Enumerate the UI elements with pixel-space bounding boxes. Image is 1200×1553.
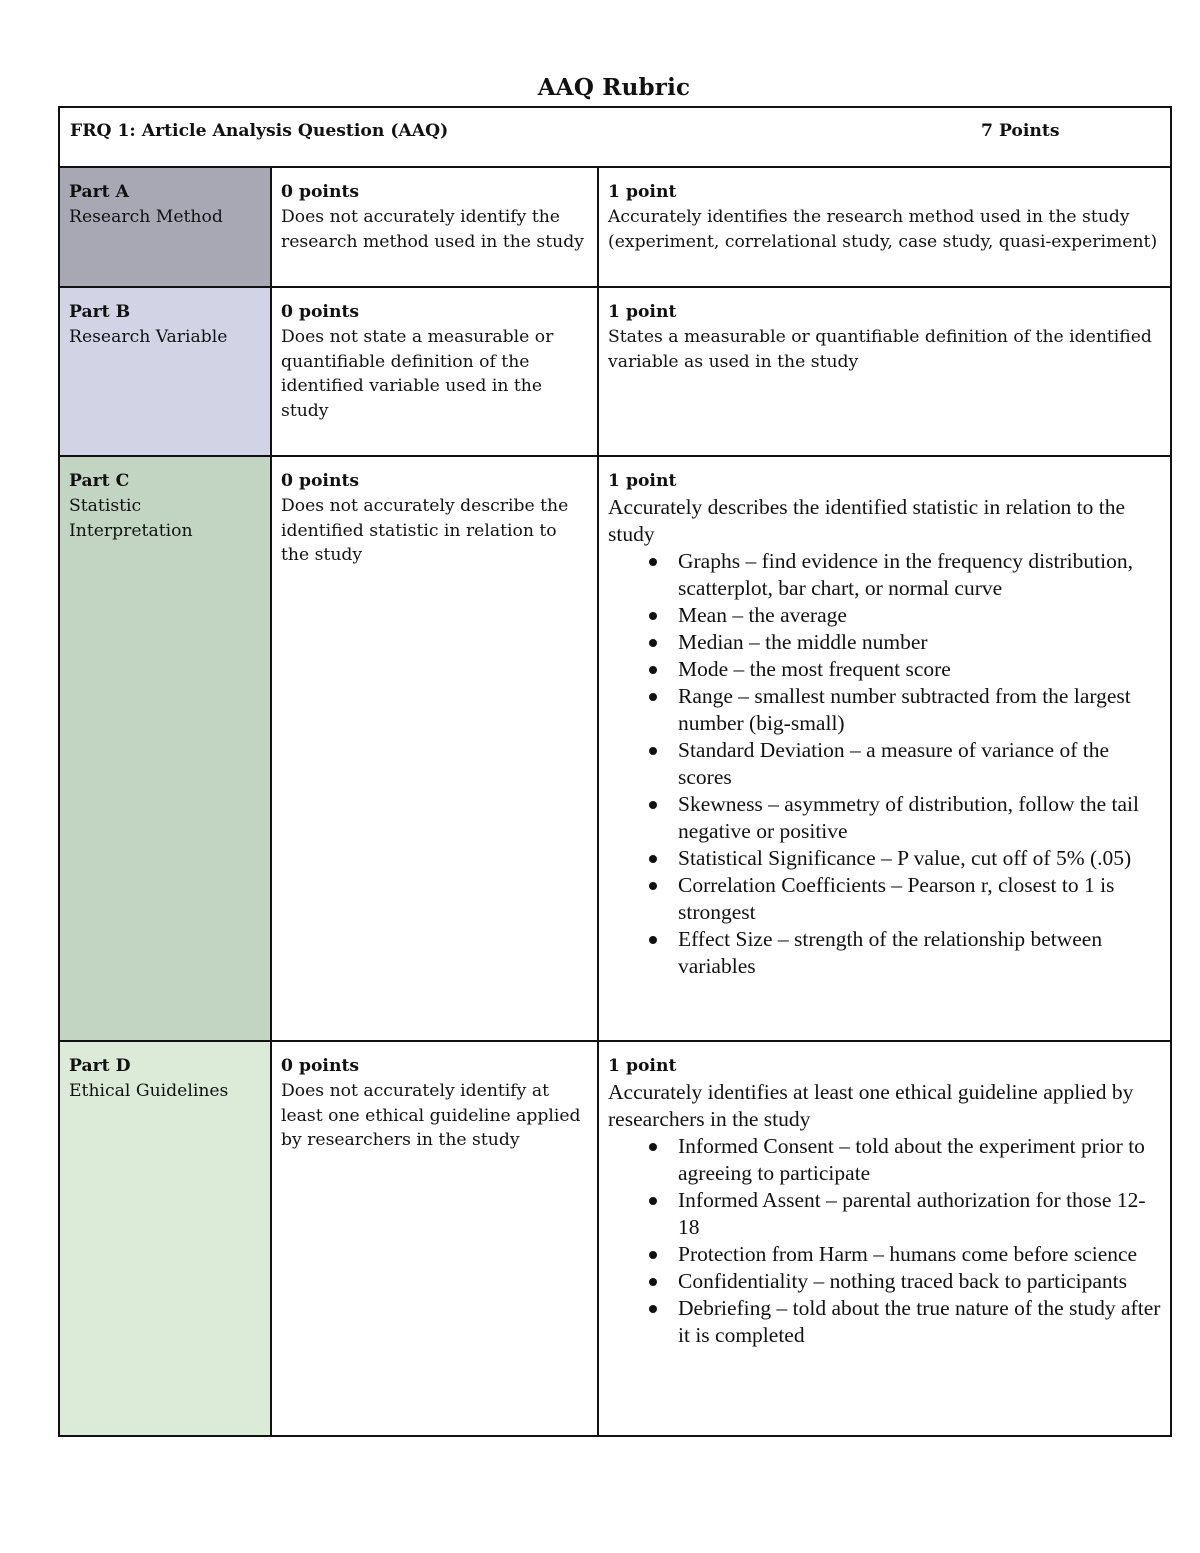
zero-points-label: 0 points <box>281 471 360 491</box>
part-c-one-point-cell <box>598 456 1171 1041</box>
list-item: Informed Assent – parental authorization for those 12-18 <box>678 1187 1162 1241</box>
part-a-label-cell <box>59 167 271 287</box>
zero-points-description: Does not accurately identify at least one ethical guideline applied by researchers in the study <box>281 1080 581 1151</box>
zero-points-description: Does not state a measurable or quantifiable definition of the identified variable used in the study <box>281 326 554 422</box>
part-label: Part B <box>69 302 131 322</box>
list-item: Mean – the average <box>678 602 1162 629</box>
part-b-zero-points-cell <box>271 287 598 456</box>
list-item: Correlation Coefficients – Pearson r, closest to 1 is strongest <box>678 872 1162 926</box>
rubric-row-part-d <box>59 1041 1171 1436</box>
one-point-description: Accurately identifies the research method used in the study (experiment, correlational study, case study, quasi-experiment) <box>608 206 1158 252</box>
one-point-description: Accurately describes the identified statistic in relation to the study <box>608 494 1126 546</box>
statistic-bullet-list <box>608 548 1162 980</box>
one-point-description: States a measurable or quantifiable definition of the identified variable as used in the study <box>608 326 1152 372</box>
part-d-one-point-cell <box>598 1041 1171 1436</box>
rubric-header-row <box>59 107 1171 167</box>
list-item: Statistical Significance – P value, cut off of 5% (.05) <box>678 845 1162 872</box>
list-item: Median – the middle number <box>678 629 1162 656</box>
list-item: Effect Size – strength of the relationship between variables <box>678 926 1162 980</box>
part-name: Statistic Interpretation <box>69 495 193 541</box>
part-name: Research Method <box>69 206 223 227</box>
zero-points-label: 0 points <box>281 1056 360 1076</box>
total-points: 7 Points <box>981 121 1060 141</box>
part-b-label-cell <box>59 287 271 456</box>
list-item: Standard Deviation – a measure of variance of the scores <box>678 737 1162 791</box>
zero-points-label: 0 points <box>281 182 360 202</box>
rubric-row-part-b <box>59 287 1171 456</box>
rubric-header-cell <box>59 107 1171 167</box>
ethics-bullet-list <box>608 1133 1162 1349</box>
zero-points-description: Does not accurately describe the identified statistic in relation to the study <box>281 495 569 566</box>
part-label: Part C <box>69 471 130 491</box>
part-name: Research Variable <box>69 326 228 347</box>
question-title: FRQ 1: Article Analysis Question (AAQ) <box>70 121 449 141</box>
one-point-label: 1 point <box>608 1056 677 1076</box>
part-d-zero-points-cell <box>271 1041 598 1436</box>
list-item: Graphs – find evidence in the frequency distribution, scatterplot, bar chart, or normal curve <box>678 548 1162 602</box>
list-item: Debriefing – told about the true nature of the study after it is completed <box>678 1295 1161 1347</box>
rubric-row-part-c <box>59 456 1171 1041</box>
part-name: Ethical Guidelines <box>69 1080 229 1101</box>
one-point-description: Accurately identifies at least one ethical guideline applied by researchers in the study <box>608 1079 1134 1131</box>
rubric-table <box>58 106 1172 1437</box>
part-b-one-point-cell <box>598 287 1171 456</box>
list-item: Confidentiality – nothing traced back to participants <box>678 1268 1162 1295</box>
zero-points-label: 0 points <box>281 302 360 322</box>
part-label: Part A <box>69 182 129 202</box>
page-title: AAQ Rubric <box>537 74 691 101</box>
list-item: Skewness – asymmetry of distribution, follow the tail negative or positive <box>678 791 1162 845</box>
part-c-zero-points-cell <box>271 456 598 1041</box>
one-point-label: 1 point <box>608 302 677 322</box>
one-point-label: 1 point <box>608 182 677 202</box>
list-item: Mode – the most frequent score <box>678 656 1162 683</box>
list-item: Informed Consent – told about the experiment prior to agreeing to participate <box>678 1133 1162 1187</box>
rubric-row-part-a <box>59 167 1171 287</box>
part-label: Part D <box>69 1056 131 1076</box>
part-c-label-cell <box>59 456 271 1041</box>
list-item: Protection from Harm – humans come before science <box>678 1241 1162 1268</box>
part-a-one-point-cell <box>598 167 1171 287</box>
list-item: Range – smallest number subtracted from the largest number (big-small) <box>678 683 1162 737</box>
one-point-label: 1 point <box>608 471 677 491</box>
zero-points-description: Does not accurately identify the research method used in the study <box>281 206 584 252</box>
part-a-zero-points-cell <box>271 167 598 287</box>
part-d-label-cell <box>59 1041 271 1436</box>
